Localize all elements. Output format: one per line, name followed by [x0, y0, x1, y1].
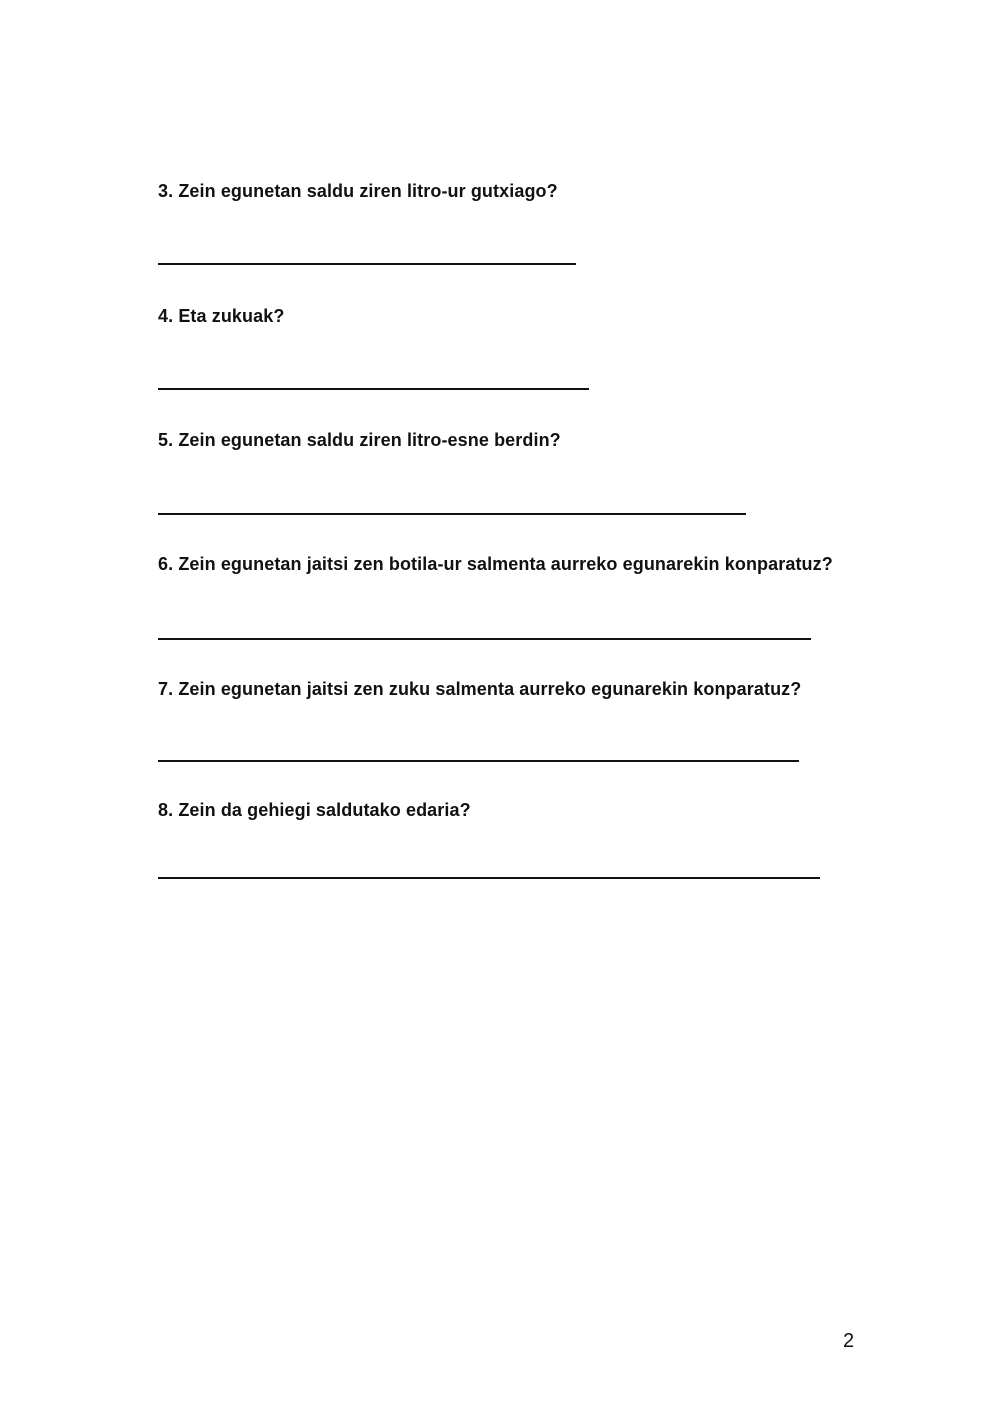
- question-4: 4. Eta zukuak?: [158, 306, 285, 326]
- question-3: 3. Zein egunetan saldu ziren litro-ur gutxiago?: [158, 181, 558, 201]
- page-number: 2: [843, 1330, 855, 1352]
- question-7: 7. Zein egunetan jaitsi zen zuku salmenta aurreko egunarekin konparatuz?: [158, 679, 802, 699]
- answer-line-8[interactable]: [158, 877, 820, 879]
- answer-line-4[interactable]: [158, 388, 589, 390]
- question-8: 8. Zein da gehiegi saldutako edaria?: [158, 800, 471, 820]
- answer-line-7[interactable]: [158, 760, 799, 762]
- answer-line-6[interactable]: [158, 638, 811, 640]
- question-6: 6. Zein egunetan jaitsi zen botila-ur salmenta aurreko egunarekin konparatuz?: [158, 554, 833, 574]
- question-5: 5. Zein egunetan saldu ziren litro-esne berdin?: [158, 430, 561, 450]
- answer-line-3[interactable]: [158, 263, 576, 265]
- answer-line-5[interactable]: [158, 513, 746, 515]
